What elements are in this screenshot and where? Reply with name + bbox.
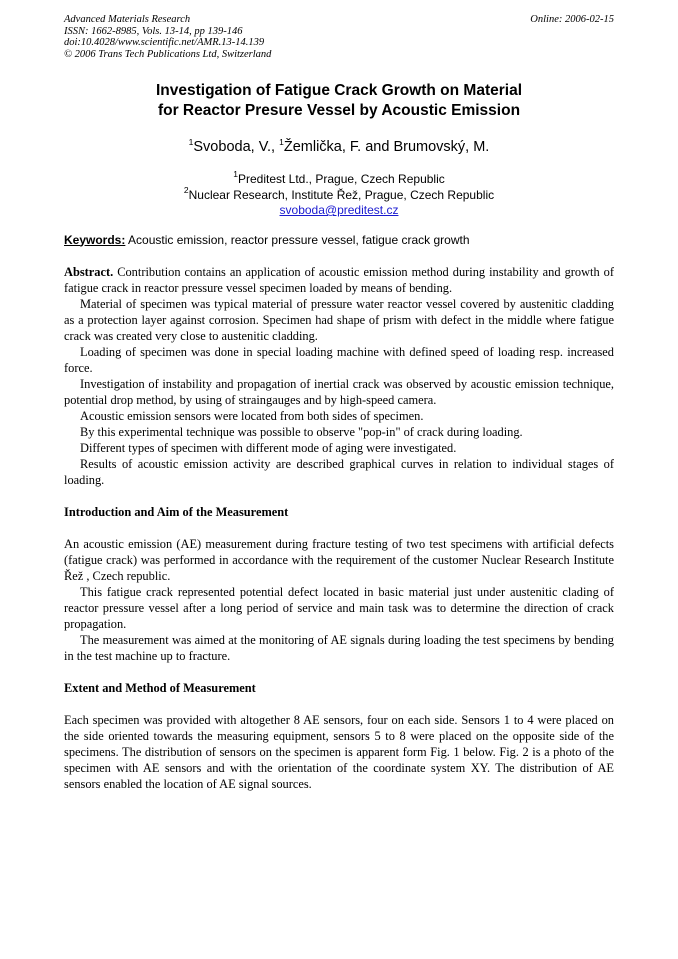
journal-header — [64, 14, 614, 60]
section-method-body — [64, 712, 614, 792]
abstract-paragraph-1 — [64, 264, 614, 296]
affiliation-1 — [64, 169, 614, 188]
abstract-paragraph-5: Acoustic emission sensors were located from both sides of specimen. — [80, 409, 424, 423]
section-introduction-body — [64, 536, 614, 664]
title-line-1: Investigation of Fatigue Crack Growth on Material — [155, 82, 523, 99]
abstract-paragraph-1-text: Contribution contains an application of acoustic emission method during instability and growth of fatigue crack in reactor pressure vessel specimen loaded by means of bending. — [64, 265, 614, 295]
abstract-paragraph-8: Results of acoustic emission activity are described graphical curves in relation to individual stages of loading. — [64, 457, 614, 487]
abstract-paragraph-2: Material of specimen was typical material of pressure water reactor vessel covered by austenitic cladding as a protection layer against corrosion. Specimen had shape of prism with defect in the middle where fatigue crack was created very close to austenitic cladding. — [64, 297, 614, 343]
affiliation-1-mark: 1 — [233, 169, 238, 179]
paper-page — [64, 14, 614, 792]
journal-issn: ISSN: 1662-8985, Vols. 13-14, pp 139-146 — [64, 25, 243, 37]
author-2-affiliation-mark: 1 — [279, 137, 284, 147]
author-2-3: Žemlička, F. and Brumovský, M. — [283, 139, 490, 155]
introduction-paragraph-1: An acoustic emission (AE) measurement during fracture testing of two test specimens with artificial defects (fatigue crack) was performed in accordance with the requirement of the customer Nuclear Research Institute Řež , Czech republic. — [64, 537, 614, 583]
keywords-text: Acoustic emission, reactor pressure vessel, fatigue crack growth — [125, 232, 470, 247]
journal-doi: doi:10.4028/www.scientific.net/AMR.13-14.139 — [64, 37, 265, 48]
introduction-paragraph-2: This fatigue crack represented potential defect located in basic material just under austenitic clading of reactor pressure vessel after a long period of service and main task was to determine the direction of crack propagation. — [64, 585, 614, 631]
affiliations — [64, 169, 614, 219]
affiliation-2-mark: 2 — [183, 184, 189, 195]
abstract-paragraph-3: Loading of specimen was done in special loading machine with defined speed of loading resp. increased force. — [64, 345, 614, 375]
title-line-2: for Reactor Presure Vessel by Acoustic Emission — [157, 102, 521, 119]
journal-name: Advanced Materials Research — [64, 14, 191, 25]
affiliation-1-text: Preditest Ltd., Prague, Czech Republic — [237, 172, 445, 186]
affiliation-2-text: Nuclear Research, Institute Řež, Prague, Czech Republic — [188, 187, 495, 202]
author-1-affiliation-mark: 1 — [188, 137, 194, 147]
keywords-label: Keywords: — [64, 232, 126, 247]
contact-email-link[interactable]: svoboda@preditest.cz — [279, 203, 399, 217]
abstract-paragraph-4: Investigation of instability and propagation of inertial crack was observed by acoustic emission technique, potential drop method, by using of straingauges and by high-speed camera. — [64, 377, 614, 407]
abstract-label: Abstract. — [64, 265, 114, 279]
journal-copyright: © 2006 Trans Tech Publications Ltd, Switzerland — [64, 48, 272, 60]
introduction-paragraph-3: The measurement was aimed at the monitoring of AE signals during loading the test specimens by bending in the test machine up to fracture. — [64, 633, 614, 663]
paper-title — [64, 81, 614, 121]
affiliation-2 — [64, 184, 614, 204]
abstract-paragraph-6: By this experimental technique was possible to observe "pop-in" of crack during loading. — [80, 425, 523, 439]
section-heading-method: Extent and Method of Measurement — [64, 681, 256, 695]
author-list — [64, 138, 614, 156]
abstract — [64, 264, 614, 488]
keywords — [64, 233, 614, 249]
online-date: Online: 2006-02-15 — [530, 14, 614, 25]
section-heading-introduction: Introduction and Aim of the Measurement — [64, 505, 289, 519]
abstract-paragraph-7: Different types of specimen with different mode of aging were investigated. — [80, 441, 457, 455]
author-1: Svoboda, V., — [193, 139, 280, 155]
method-paragraph-1: Each specimen was provided with altogether 8 AE sensors, four on each side. Sensors 1 to 4 were placed on the side oriented towards the measuring equipment, sensors 5 to 8 were placed on the opposite side of the specimens. The distribution of sensors on the specimen is apparent form Fig. 1 below. Fig. 2 is a photo of the specimen with AE sensors and with the orientation of the coordinate system XY. The distribution of AE sensors enabled the location of AE signal sources. — [64, 713, 614, 791]
